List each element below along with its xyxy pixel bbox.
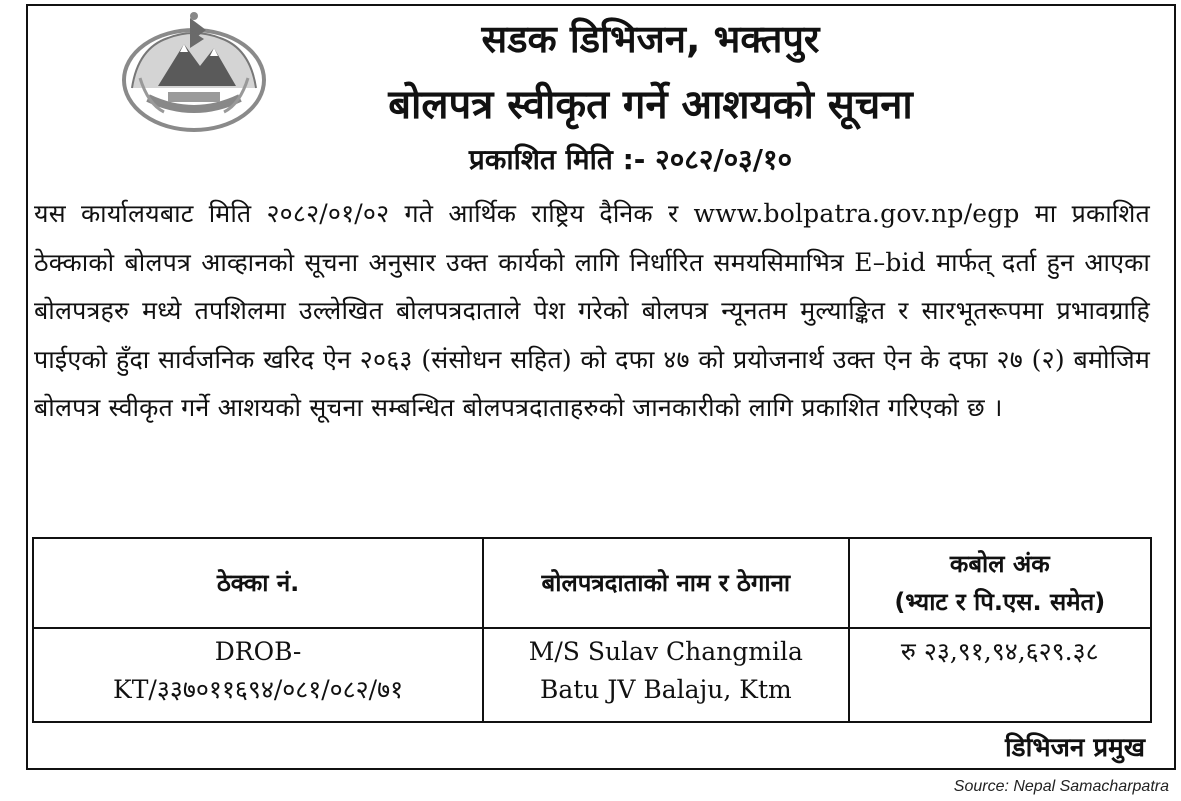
header-amount-note: (भ्याट र पि.एस. समेत) <box>894 588 1106 616</box>
published-date: प्रकाशित मिति :- २०८२/०३/१० <box>468 143 793 176</box>
header-bidder: बोलपत्रदाताको नाम र ठेगाना <box>483 538 848 628</box>
header-amount-label: कबोल अंक <box>949 550 1050 578</box>
cell-bidder <box>483 628 848 722</box>
bidder-name: M/S Sulav Changmila <box>528 637 803 666</box>
notice-subject: बोलपत्र स्वीकृत गर्ने आशयको सूचना <box>388 82 913 128</box>
header-contract-no: ठेक्का नं. <box>33 538 483 628</box>
bidder-address: Batu JV Balaju, Ktm <box>539 675 792 704</box>
contract-no-part2: KT/३३७०११६९४/०८१/०८२/७१ <box>113 675 404 704</box>
source-credit: Source: Nepal Samacharpatra <box>953 778 1169 795</box>
notice-paragraph: यस कार्यालयबाट मिति २०८२/०१/०२ गते आर्थिक राष्ट्रिय दैनिक र www.bolpatra.gov.np/egp मा प्रकाशित ठेक्काको बोलपत्र आव्हानको सूचना अनुसार उक्त कार्यको लागि निर्धारित समयसिमाभित्र E–bid मार्फत् दर्ता हुन आएका बोलपत्रहरु मध्ये तपशिलमा उल्लेखित बोलपत्रदाताले पेश गरेको बोलपत्र न्यूनतम मुल्याङ्कित र सारभूतरूपमा प्रभावग्राहि पाईएको हुँदा सार्वजनिक खरिद ऐन २०६३ (संसोधन सहित) को दफा ४७ को प्रयोजनार्थ उक्त ऐन के दफा २७ (२) बमोजिम बोलपत्र स्वीकृत गर्ने आशयको सूचना सम्बन्धित बोलपत्रदाताहरुको जानकारीको लागि प्रकाशित गरिएको छ । <box>34 199 1150 422</box>
table-header-row <box>33 538 1151 628</box>
signatory-title: डिभिजन प्रमुख <box>1004 733 1145 763</box>
header-amount <box>849 538 1151 628</box>
cell-contract-no <box>33 628 483 722</box>
cell-amount: रु २३,९१,९४,६२९.३८ <box>849 628 1151 722</box>
contract-no-part1: DROB- <box>214 637 302 666</box>
table-row <box>33 628 1151 722</box>
award-table <box>32 537 1152 723</box>
office-name: सडक डिभिजन, भक्तपुर <box>481 17 820 61</box>
